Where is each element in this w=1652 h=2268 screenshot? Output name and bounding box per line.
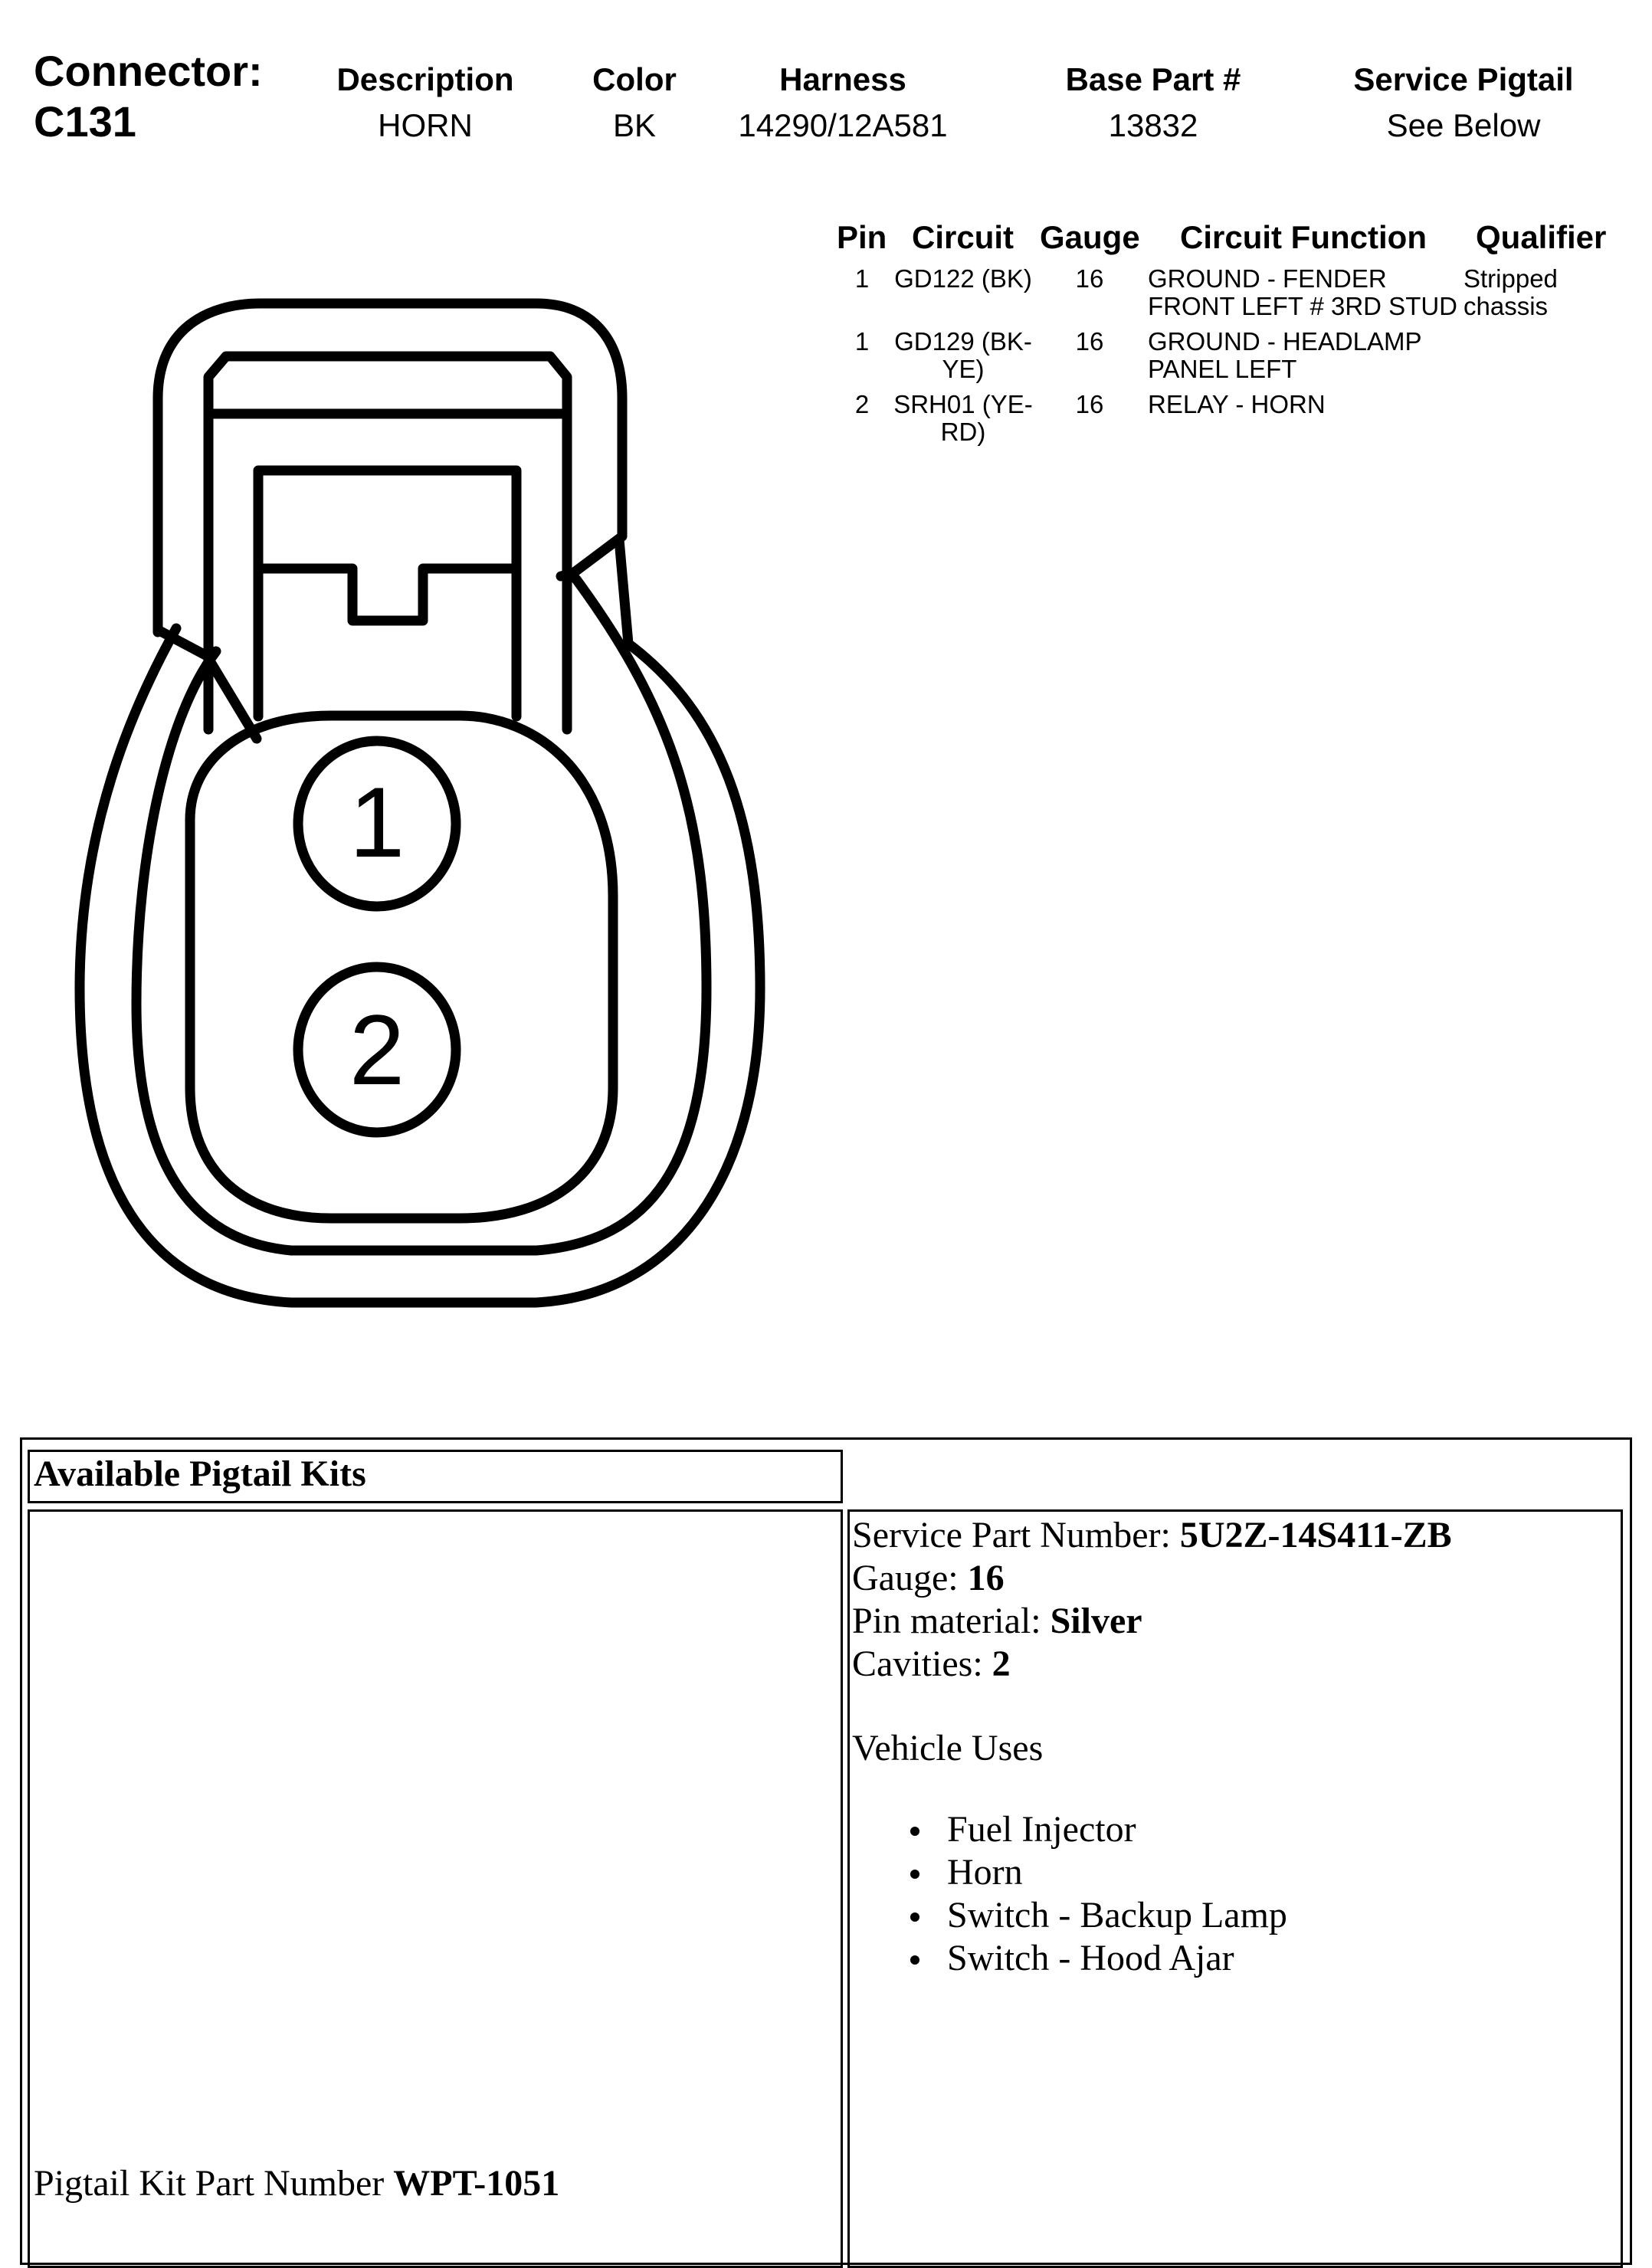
pigtail-kit-part-number: WPT-1051	[393, 2163, 560, 2204]
header-service-pigtail-heading: Service Pigtail	[1353, 61, 1574, 97]
pin-material-value: Silver	[1050, 1601, 1142, 1641]
header-base-part-value: 13832	[1108, 107, 1198, 143]
pigtail-kit-part-label: Pigtail Kit Part Number	[34, 2163, 394, 2204]
cavities-label: Cavities:	[852, 1644, 992, 1684]
header-base-part-heading: Base Part #	[1065, 61, 1241, 97]
cavities-value: 2	[992, 1644, 1011, 1684]
pin-table-circuit-heading: Circuit	[912, 219, 1014, 255]
connector-id: C131	[34, 97, 136, 146]
header-description-heading: Description	[336, 61, 514, 97]
header-description-value: HORN	[378, 107, 473, 143]
pin-row-3-gauge: 16	[1075, 390, 1104, 418]
service-part-number-label: Service Part Number:	[852, 1515, 1180, 1555]
connector-face-diagram	[61, 284, 797, 1326]
connector-label: Connector:	[34, 47, 263, 95]
pigtail-kit-part-line	[34, 2162, 559, 2204]
pin-table-gauge-heading: Gauge	[1040, 219, 1140, 255]
pigtail-kit-cell	[28, 1509, 843, 2268]
pin-row-1-pin: 1	[854, 264, 870, 293]
gauge-value: 16	[967, 1558, 1005, 1598]
cavity-2-label: 2	[349, 994, 405, 1106]
pin-material-line	[852, 1600, 1142, 1643]
pin-row-2-pin: 1	[854, 327, 870, 356]
service-part-number-value: 5U2Z-14S411-ZB	[1179, 1515, 1452, 1555]
service-part-number-line	[852, 1514, 1452, 1557]
pin-row-3-pin: 2	[854, 390, 870, 418]
pin-material-label: Pin material:	[852, 1601, 1051, 1641]
pin-row-1-gauge: 16	[1075, 264, 1104, 293]
cavities-line	[852, 1643, 1011, 1686]
list-item: Horn	[904, 1851, 1287, 1894]
pin-table-qualifier-heading: Qualifier	[1476, 219, 1607, 255]
pin-table-pin-heading: Pin	[837, 219, 887, 255]
header-harness-value: 14290/12A581	[738, 107, 948, 143]
pin-table-function-heading: Circuit Function	[1180, 219, 1427, 255]
pin-row-3-circuit: SRH01 (YE-RD)	[893, 390, 1033, 446]
header-service-pigtail-value: See Below	[1386, 107, 1541, 143]
header-color-heading: Color	[592, 61, 677, 97]
connector-latch-window	[258, 470, 516, 716]
header-color-value: BK	[612, 107, 657, 143]
pin-row-2-function: GROUND - HEADLAMP PANEL LEFT	[1148, 327, 1421, 383]
pin-row-2-circuit: GD129 (BK-YE)	[894, 327, 1032, 383]
vehicle-uses-list	[904, 1808, 1287, 1980]
gauge-line	[852, 1557, 1005, 1600]
pin-row-1-function: GROUND - FENDER FRONT LEFT # 3RD STUD	[1148, 264, 1458, 320]
header-harness-heading: Harness	[779, 61, 906, 97]
connector-key-notch	[258, 569, 516, 621]
pin-row-2-gauge: 16	[1075, 327, 1104, 356]
list-item: Switch - Hood Ajar	[904, 1937, 1287, 1980]
list-item: Switch - Backup Lamp	[904, 1894, 1287, 1937]
pin-row-1-qualifier: Stripped chassis	[1464, 264, 1558, 320]
pin-row-3-function: RELAY - HORN	[1148, 390, 1326, 418]
pigtail-kits-title: Available Pigtail Kits	[34, 1454, 366, 1494]
cavity-1-label: 1	[349, 766, 405, 878]
vehicle-uses-label: Vehicle Uses	[852, 1728, 1044, 1768]
gauge-label: Gauge:	[852, 1558, 968, 1598]
list-item: Fuel Injector	[904, 1808, 1287, 1851]
pin-row-1-circuit: GD122 (BK)	[894, 264, 1032, 293]
